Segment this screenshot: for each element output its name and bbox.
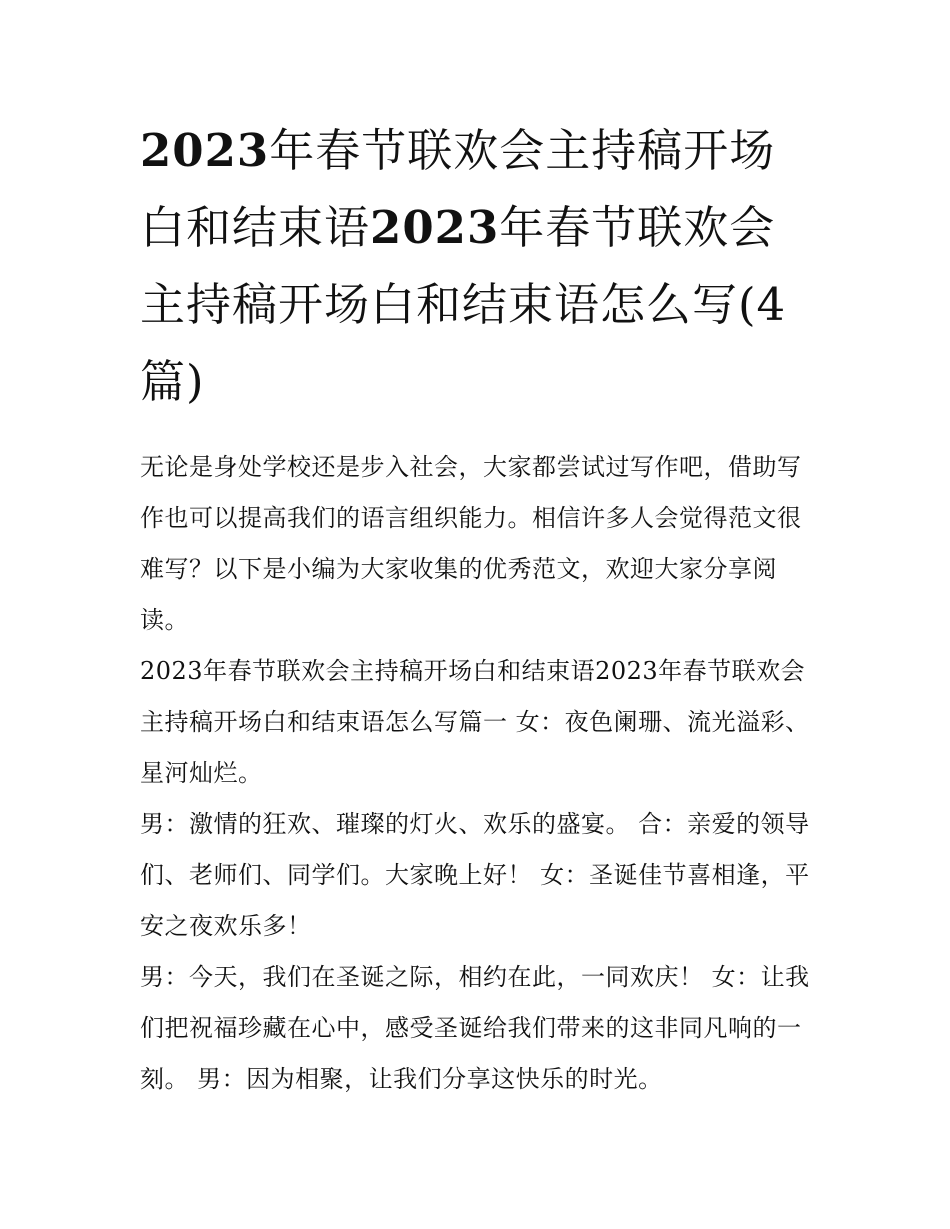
title-year-2: 2023: [370, 201, 500, 254]
body-paragraph: 男：激情的狂欢、璀璨的灯火、欢乐的盛宴。 合：亲爱的领导们、老师们、同学们。大家晚上好！ 女：圣诞佳节喜相逢，平安之夜欢乐多！: [140, 810, 810, 940]
document-page: [140, 112, 812, 1105]
body-paragraph: 2023年春节联欢会主持稿开场白和结束语2023年春节联欢会主持稿开场白和结束语怎么写篇一 女：夜色阑珊、流光溢彩、星河灿烂。: [140, 657, 810, 787]
title-text-2: 年春节联欢会主持稿开场白和结束语怎么写(4篇): [140, 201, 787, 408]
title-year-1: 2023: [140, 124, 270, 177]
body-paragraph: 男：今天，我们在圣诞之际，相约在此，一同欢庆！ 女：让我们把祝福珍藏在心中，感受圣诞给我们带来的这非同凡响的一刻。 男：因为相聚，让我们分享这快乐的时光。: [140, 963, 810, 1093]
title-text-1: 年春节联欢会主持稿开场白和结束语: [140, 124, 776, 254]
document-title: [140, 112, 812, 420]
intro-paragraph: 无论是身处学校还是步入社会，大家都尝试过写作吧，借助写作也可以提高我们的语言组织能力。相信许多人会觉得范文很难写？以下是小编为大家收集的优秀范文，欢迎大家分享阅读。: [140, 453, 802, 634]
